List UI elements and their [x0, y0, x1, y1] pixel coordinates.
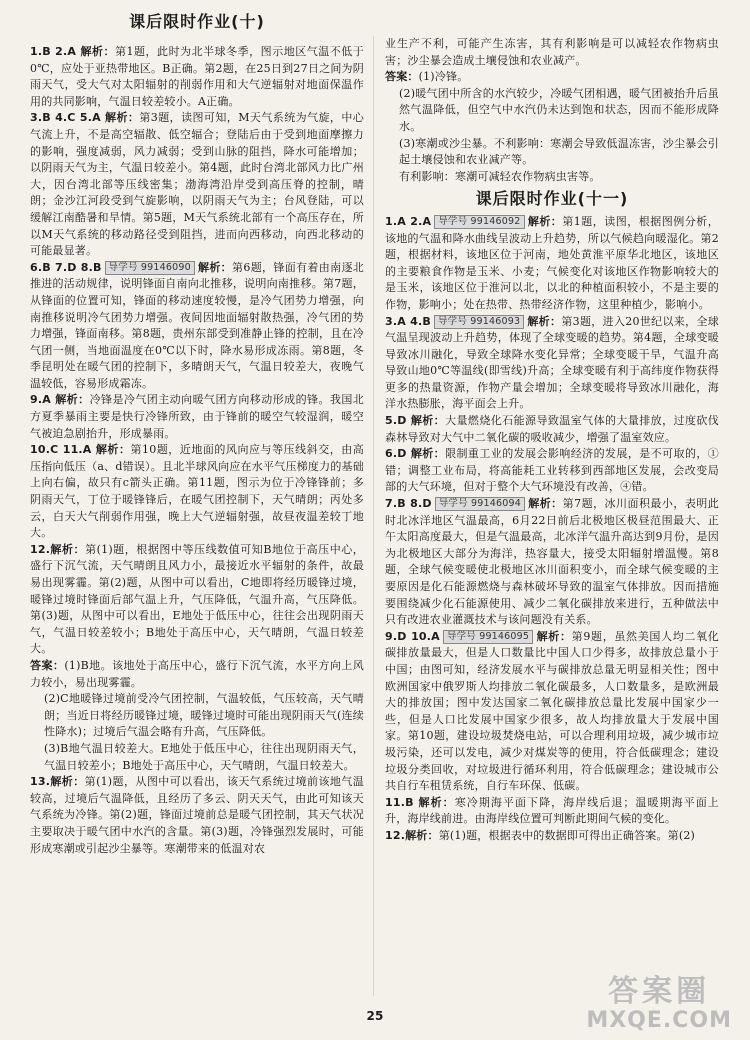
guide-number-tag: 导学号 99146090	[105, 261, 195, 275]
item-number: 6.D 解析：	[385, 447, 446, 461]
section-title-10: 课后限时作业(十)	[129, 12, 265, 31]
answer-block	[385, 69, 719, 86]
analysis-label: 解析：	[527, 497, 563, 511]
item-text: 第1题，此时为北半球冬季，图示地区气温不低于0℃，应处于亚热带地区。B正确。第2题，在25日到27日之间为阴雨天气，受大气对太阳辐射的削弱作用和大气逆辐射对地面保温作用的共同影响，气温日较差较小。A正确。	[30, 45, 364, 108]
solution-item	[30, 44, 364, 110]
item-text: 第3题，读图可知，M天气系统为气旋，中心气流上升，不是高空辐散、低空辐合；登陆后由于受到地面摩擦力的影响，强度减弱，风力减弱；受到山脉的阻挡，降水可能增加；以阴雨天气为主，气温日较差小。第4题，此时台湾北部风力比广州大，因台湾北部等压线密集；渤海湾沿岸受到高压脊的控制，晴朗；金沙江河段受到气旋影响，以阴雨天气为主；台风登陆，可以缓解江南酷暑和旱情。第5题，M天气系统北部有一个高压存在，所以M天气系统的移动路径受到阻挡，进而向西移动，向西北移动的可能最显著。	[30, 111, 364, 258]
item-text: 第7题，冰川面积最小，表明此时北冰洋地区气温最高，6月22日前后北极地区极昼范围最大、正午太阳高度最大，但是气温最高，北冰洋气温升高达到9月份，是因为北极地区大部分为海洋，热容量大，接受太阳辐射增温慢。第8题，全球气候变暖使北极地区冰川面积变小，而全球气候变暖的主要原因是化石能源燃烧与森林破坏导致的温室气体排放。因而措施要围绕减少化石能源使用、减少二氧化碳排放来进行，五种做法中只有改进农业灌溉技术与该问题没有关系。	[385, 497, 719, 627]
sub-text: 有利影响：寒潮可减轻农作物病虫害等。	[399, 169, 601, 183]
left-column	[30, 12, 365, 857]
solution-item	[385, 828, 719, 845]
analysis-label: 解析：	[197, 260, 233, 274]
column-divider	[373, 36, 374, 996]
solution-item	[30, 442, 364, 542]
item-text: 业生产不利，可能产生冻害，其有利影响是可以减轻农作物病虫害；沙尘暴会造成土壤侵蚀和农业减产。	[385, 37, 719, 67]
item-text: (1)冷锋。	[418, 70, 469, 84]
item-text: 第1题，读图，根据图例分析，该地的气温和降水曲线呈波动上升趋势，所以气候趋向暖湿化。第2题，根据材料，该地区位于河南，地处黄淮平原华北地区，该地区的主要粮食作物是玉米、小麦；气候变化对该地区作物影响较大的是玉米，该地区位于淮河以北，以北的种植面积较小，不是主要的作物，影响小；处在热带、热带经济作物，这里种植少，影响小。	[385, 214, 719, 311]
answer-sub-item	[385, 86, 719, 136]
right-column	[385, 36, 719, 845]
item-number: 3.B 4.C 5.A 解析：	[30, 111, 140, 125]
sub-text: (2)C地暖锋过境前受冷气团控制，气温较低，气压较高，天气晴朗；当近日将经历暖锋过境，暖锋过境时可能出现阴雨天气(连续性降水)；过境后气温会略有升高，气压降低。	[44, 692, 364, 739]
solution-item	[385, 795, 719, 828]
solution-item	[385, 314, 719, 414]
item-number: 10.C 11.A 解析：	[30, 443, 131, 457]
sub-text: (2)暖气团中所含的水汽较少，冷暖气团相遇，暖气团被抬升后虽然气温降低，但空气中水汽仍未达到饱和状态，因而不能形成降水。	[399, 86, 719, 133]
left-paragraphs	[30, 44, 364, 857]
guide-number-tag: 导学号 99146092	[434, 215, 524, 229]
answer-block	[30, 658, 364, 691]
right-top-paragraphs	[385, 36, 719, 185]
solution-item	[385, 496, 719, 629]
item-text: 大量燃烧化石能源导致温室气体的大量排放，过度砍伐森林导致对大气中二氧化碳的吸收减少，增强了温室效应。	[385, 414, 719, 444]
solution-item	[30, 542, 364, 658]
solution-item	[30, 110, 364, 259]
item-text: 第9题，虽然美国人均二氧化碳排放量最大，但是人口数量比中国人口少得多，故排放总量小于中国；由图可知，经济发展水平与碳排放总量无明显相关性；图中欧洲国家中俄罗斯人均排放二氧化碳最多，人口数量多，是欧洲最大的排放国；图中发达国家二氧化碳排放总量比发展中国家少一些，但是人口比发展中国家少很多，故人均排放量大于发展中国家。第10题，建设垃圾焚烧电站，可以合理利用垃圾，减少城市垃圾污染，还可以发电，减少对煤炭等的使用，符合低碳理念；建设垃圾分类回收，对垃圾进行循环利用，符合低碳理念；建设城市公共自行车租赁系统，自行车环保、低碳。	[385, 629, 719, 793]
guide-number-tag: 导学号 99146095	[443, 630, 533, 644]
watermark-text: 答案圈	[608, 974, 711, 1009]
item-number: 9.A 解析：	[30, 393, 90, 407]
solution-item	[30, 774, 364, 857]
guide-number-tag: 导学号 99146093	[434, 315, 524, 329]
watermark-logo	[586, 975, 732, 1033]
solution-item	[385, 36, 719, 69]
guide-number-tag: 导学号 99146094	[435, 497, 525, 511]
page-number: 25	[366, 1009, 384, 1023]
answer-sub-item	[385, 136, 719, 169]
section-title-11: 课后限时作业(十一)	[475, 189, 629, 209]
item-text: 第3题，进入20世纪以来，全球气温呈现波动上升趋势，体现了全球变暖的趋势。第4题，全球变暖导致冰川融化，导致全球降水变化异常；全球变暖干旱，气温升高导致山地0℃等温线(即雪线)升高；全球变暖有利于高纬度作物获得更多的热量资源，作物产量会增加；全球变暖将导致冰川融化，海洋水热膨胀，海平面会上升。	[385, 314, 719, 411]
item-number: 9.D 10.A	[385, 629, 440, 643]
item-number: 11.B 解析：	[385, 795, 455, 809]
solution-item	[385, 413, 719, 446]
item-text: 寒冷期海平面下降，海岸线后退；温暖期海平面上升，海岸线前进。由海岸线位置可判断此期间气候的变化。	[385, 795, 719, 826]
sub-text: (3)寒潮或沙尘暴。不利影响：寒潮会导致低温冻害，沙尘暴会引起土壤侵蚀和农业减产等。	[399, 136, 719, 167]
item-number: 1.A 2.A	[385, 214, 432, 228]
sub-text: (3)B地气温日较差大。E地处于低压中心，往往出现阴雨天气，气温日较差小；B地处于高压中心，天气晴朗，气温日较差大。	[44, 741, 364, 772]
solution-item	[385, 629, 719, 795]
item-number: 3.A 4.B	[385, 314, 431, 328]
solution-item	[30, 392, 364, 442]
answer-label: 答案：	[385, 70, 419, 84]
item-text: (1)B地。该地处于高压中心，盛行下沉气流，水平方向上风力较小，易出现雾霾。	[30, 658, 365, 689]
analysis-label: 解析：	[527, 314, 562, 328]
answer-sub-item	[30, 741, 364, 774]
solution-item	[385, 446, 719, 496]
item-number: 1.B 2.A 解析：	[30, 45, 115, 58]
item-text: 第(1)题，从图中可以看出，该天气系统过境前该地气温较高，过境后气温降低，且经历了多云、阴天天气，由此可知该天气系统为冷锋。第(2)题，锋面过境前总是暖气团控制，其天气状况主要取决于暖气团中水汽的含量。第(3)题，冷锋强烈发展时，可能形成寒潮或引起沙尘暴等。寒潮带来的低温对农	[30, 775, 364, 855]
item-number: 13.解析：	[30, 775, 85, 789]
item-text: 冷锋是冷气团主动向暖气团方向移动形成的锋。我国北方夏季暴雨主要是快行冷锋所致，由于锋前的暖空气较湿润，暖空气被迫急剧抬升，形成暴雨。	[30, 393, 364, 440]
item-number: 12.解析：	[385, 828, 439, 842]
item-number: 6.B 7.D 8.B	[30, 260, 102, 274]
item-number: 7.B 8.D	[385, 497, 432, 511]
answer-sub-item	[385, 169, 719, 186]
analysis-label: 解析：	[527, 214, 563, 228]
right-paragraphs	[385, 214, 719, 845]
watermark-url: MXQE.COM	[586, 1008, 732, 1033]
analysis-label: 解析：	[536, 629, 572, 643]
answer-label: 答案：	[30, 658, 65, 672]
answer-sub-item	[30, 691, 364, 741]
item-text: 第10题，近地面的风向应与等压线斜交，由高压指向低压（a、d错误）。且北半球风向应在水平气压梯度力的基础上向右偏，故只有c箭头正确。第11题，图示为位于冷锋锋前；多阴雨天气，丁位于暖锋锋后，在暖气团控制下，天气晴朗；丙处多云，白天大气削弱作用强，晚上大气逆辐射强，故昼夜温差较丁地大。	[30, 443, 364, 540]
item-text: 限制重工业的发展会影响经济的发展，是不可取的，①错；调整工业布局，将高能耗工业转移到西部地区发展，会改变局部的大气环境，但对于整个大气环境没有改善，④错。	[385, 447, 719, 494]
item-number: 5.D 解析：	[385, 414, 446, 428]
item-number: 12.解析：	[30, 542, 86, 556]
item-text: 第(1)题，根据表中的数据即可得出正确答案。第(2)	[438, 828, 696, 842]
item-text: 第(1)题，根据图中等压线数值可知B地位于高压中心，盛行下沉气流，天气晴朗且风力小，最接近水平辐射的条件，故最易出现雾霾。第(2)题，从图中可以看出，C地即将经历暖锋过境，暖锋过境时锋面后部气温上升，气压降低，气温升高，气压降低。第(3)题，从图中可以看出，E地处于低压中心，往往会出现阴雨天气，气温日较差较小；B地处于高压中心，天气晴朗，气温日较差大。	[30, 542, 364, 656]
solution-item	[30, 260, 364, 393]
item-text: 第6题，锋面有着由南逐北推进的活动规律，说明锋面自南向北推移，说明向南推移。第7题，从锋面的位置可知，锋面的移动速度较慢，是冷气团势力增强，向南推移说明冷气团势力增强。夜间因地面辐射散热强，冷气团的势力增强，锋面南移。第8题，贵州东部受到准静止锋的控制，且在冷气团一侧，当地面温度在0℃以下时，降水易形成冻雨。第8题，冬季昆明处在暖气团的控制下，多晴朗天气，气温日较差大，夜晚气温较低，容易形成霜冻。	[30, 260, 364, 390]
solution-item	[385, 214, 719, 314]
